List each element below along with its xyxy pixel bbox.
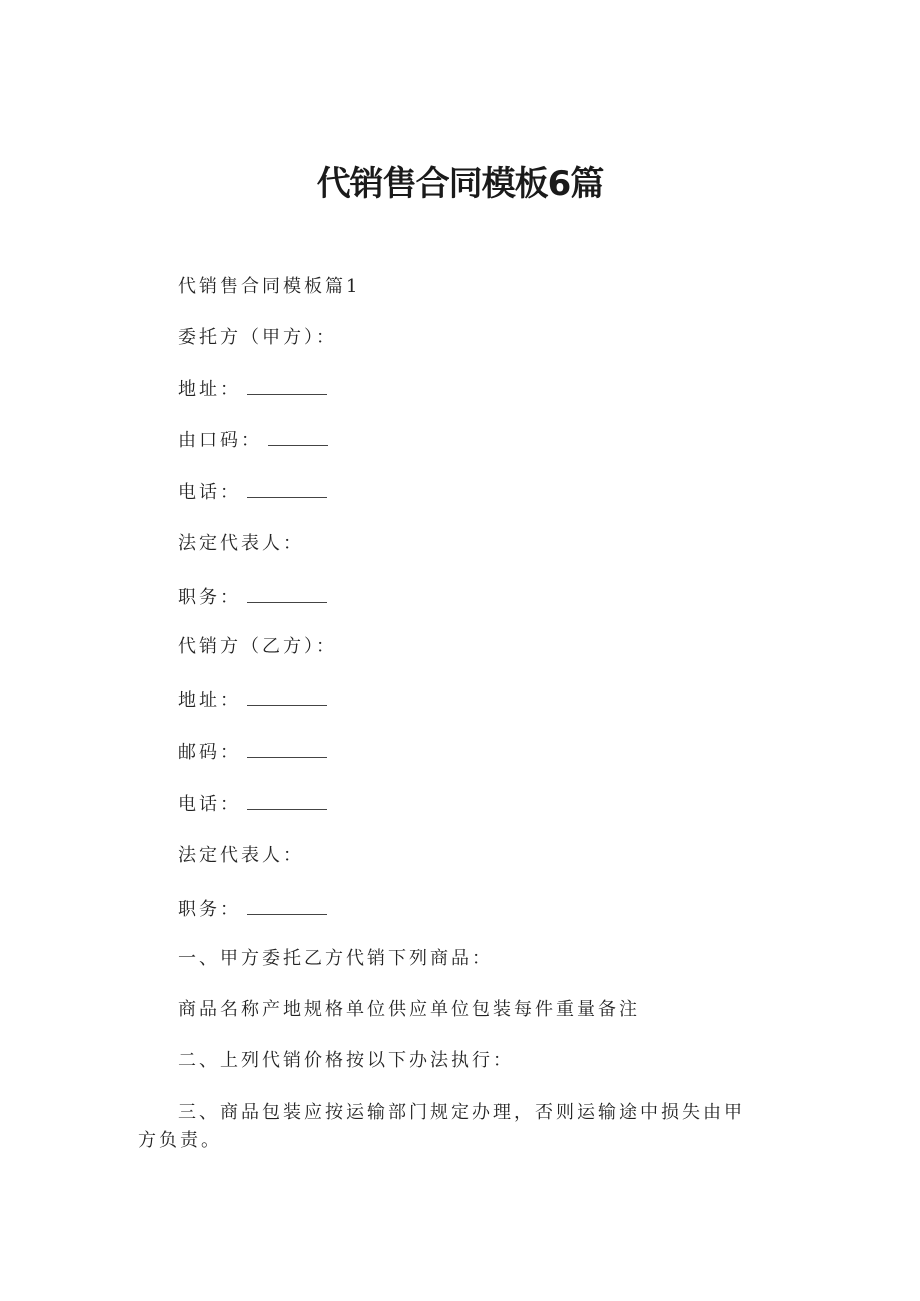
party-b-phone-row xyxy=(178,792,327,818)
party-a-legal-rep: 法定代表人： xyxy=(178,533,304,554)
party-a-phone-label: 电话： xyxy=(178,482,241,503)
party-a-address-label: 地址： xyxy=(178,379,241,400)
clause-2: 二、上列代销价格按以下办法执行： xyxy=(178,1050,514,1071)
document-title: 代销售合同模板6篇 xyxy=(316,164,604,204)
clause-3: 三、商品包装应按运输部门规定办理，否则运输途中损失由甲方负责。 xyxy=(138,1102,745,1151)
party-b-position-label: 职务： xyxy=(178,899,241,920)
clause-1: 一、甲方委托乙方代销下列商品： xyxy=(178,948,493,969)
party-a-position-blank xyxy=(247,588,327,603)
party-a-postcode-label: 由口码： xyxy=(178,430,262,451)
party-a-address-blank xyxy=(247,380,327,395)
party-b-address-blank xyxy=(247,691,327,706)
party-b-address-label: 地址： xyxy=(178,690,241,711)
party-a-heading: 委托方（甲方）： xyxy=(178,327,337,348)
party-a-address-row xyxy=(178,377,327,403)
party-b-legal-rep: 法定代表人： xyxy=(178,845,304,866)
party-b-postcode-blank xyxy=(247,743,327,758)
party-b-phone-label: 电话： xyxy=(178,794,241,815)
party-a-phone-blank xyxy=(247,483,327,498)
party-b-position-blank xyxy=(247,900,327,915)
party-a-phone-row xyxy=(178,480,327,506)
party-a-postcode-blank xyxy=(268,431,328,446)
goods-table-header: 商品名称产地规格单位供应单位包装每件重量备注 xyxy=(178,999,640,1020)
party-a-position-label: 职务： xyxy=(178,587,241,608)
party-b-heading: 代销方（乙方）： xyxy=(178,636,337,657)
party-b-postcode-label: 邮码： xyxy=(178,742,241,763)
section-heading: 代销售合同模板篇1 xyxy=(178,276,361,297)
party-b-phone-blank xyxy=(247,795,327,810)
party-b-address-row xyxy=(178,688,327,714)
party-b-position-row xyxy=(178,897,327,923)
party-a-position-row xyxy=(178,585,327,611)
party-a-postcode-row xyxy=(178,428,328,454)
party-b-postcode-row xyxy=(178,740,327,766)
